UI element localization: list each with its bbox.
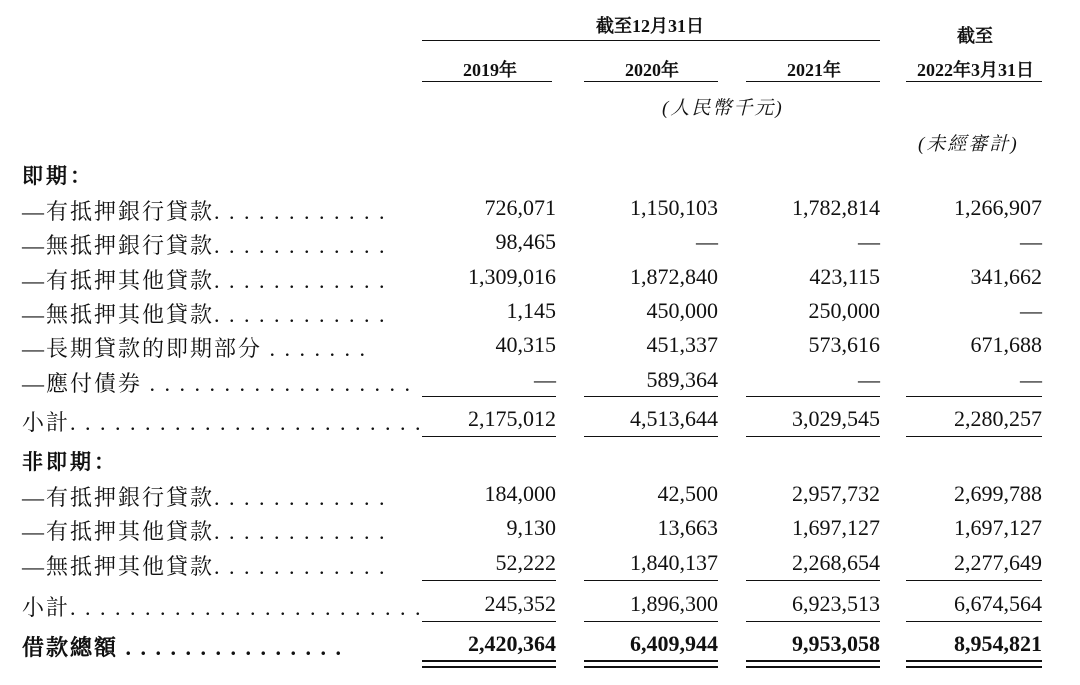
- noncurrent-row-0-value-0: 184,000: [484, 481, 556, 506]
- noncurrent-row-0-label: [22, 481, 387, 512]
- current-row-0-value-3: 1,266,907: [954, 195, 1042, 220]
- current-row-5-label-text: —應付債券: [22, 371, 143, 396]
- current-row-4-label-text: —長期貸款的即期部分: [22, 336, 263, 361]
- noncurrent-subtotal-label: [22, 591, 423, 622]
- current-row-2-value-2: 423,115: [809, 264, 880, 289]
- total-top-rule-2022: [906, 621, 1042, 622]
- noncurrent-row-0-value-3: 2,699,788: [954, 481, 1042, 506]
- noncurrent-row-2-value-0: 52,222: [495, 550, 556, 575]
- current-row-0-value-0: 726,071: [484, 195, 556, 220]
- header-rule-2022: [906, 81, 1042, 82]
- current-row-3-value-0: 1,145: [506, 298, 556, 323]
- noncurrent-row-0-label-text: —有抵押銀行貸款: [22, 485, 215, 510]
- subtotal-current-rule-2019: [422, 396, 556, 397]
- current-row-1-value-3: —: [1020, 229, 1042, 254]
- total-top-rule-2021: [746, 621, 880, 622]
- subtotal-current-bottom-rule-2021: [746, 436, 880, 437]
- noncurrent-subtotal-value-3: 6,674,564: [954, 591, 1042, 616]
- noncurrent-row-1-value-0: 9,130: [506, 515, 556, 540]
- current-row-3-label-text: —無抵押其他貸款: [22, 302, 215, 327]
- current-row-3-value-1: 450,000: [646, 298, 718, 323]
- current-subtotal-value-1: 4,513,644: [630, 406, 718, 431]
- noncurrent-row-1-value-2: 1,697,127: [792, 515, 880, 540]
- current-row-1-label: [22, 229, 387, 260]
- column-header-2019: 2019年: [463, 60, 517, 80]
- total-borrowings-value-3: 8,954,821: [954, 631, 1042, 656]
- noncurrent-row-1-label: [22, 515, 387, 546]
- current-row-4-leader-dots: . . . . . . .: [262, 336, 368, 361]
- total-borrowings-value-1: 6,409,944: [630, 631, 718, 656]
- column-header-2020: 2020年: [625, 60, 679, 80]
- noncurrent-row-0-value-1: 42,500: [657, 481, 718, 506]
- current-row-5-value-0: —: [534, 367, 556, 392]
- subtotal-current-bottom-rule-2022: [906, 436, 1042, 437]
- noncurrent-row-2-label-text: —無抵押其他貸款: [22, 554, 215, 579]
- current-row-1-label-text: —無抵押銀行貸款: [22, 233, 215, 258]
- current-row-4-value-2: 573,616: [808, 332, 880, 357]
- current-row-2-value-3: 341,662: [970, 264, 1042, 289]
- current-row-0-label-text: —有抵押銀行貸款: [22, 199, 215, 224]
- section-title-current: 即期：: [22, 164, 94, 188]
- unaudited-label: (未經審計): [918, 134, 1019, 155]
- total-borrowings-value-2: 9,953,058: [792, 631, 880, 656]
- noncurrent-subtotal-leader-dots: . . . . . . . . . . . . . . . . . . . . . . . .: [70, 595, 423, 620]
- noncurrent-row-2-label: [22, 550, 387, 581]
- current-subtotal-leader-dots: . . . . . . . . . . . . . . . . . . . . . . . .: [70, 410, 423, 435]
- noncurrent-subtotal-value-1: 1,896,300: [630, 591, 718, 616]
- column-header-2022-03-31: 2022年3月31日: [917, 60, 1034, 80]
- subtotal-current-rule-2021: [746, 396, 880, 397]
- total-top-rule-2019: [422, 621, 556, 622]
- noncurrent-row-1-label-text: —有抵押其他貸款: [22, 519, 215, 544]
- current-row-4-value-1: 451,337: [646, 332, 718, 357]
- total-double-rule-2021: [746, 660, 880, 668]
- total-borrowings-value-0: 2,420,364: [468, 631, 556, 656]
- subtotal-noncurrent-rule-2019: [422, 580, 556, 581]
- header-rule-2019: [422, 81, 552, 82]
- subtotal-noncurrent-rule-2022: [906, 580, 1042, 581]
- current-subtotal-value-2: 3,029,545: [792, 406, 880, 431]
- current-row-4-value-3: 671,688: [970, 332, 1042, 357]
- noncurrent-row-2-value-3: 2,277,649: [954, 550, 1042, 575]
- total-borrowings-label: [22, 631, 343, 662]
- current-row-5-value-3: —: [1020, 367, 1042, 392]
- current-row-0-value-2: 1,782,814: [792, 195, 880, 220]
- subtotal-current-bottom-rule-2019: [422, 436, 556, 437]
- current-row-3-leader-dots: . . . . . . . . . . . .: [214, 302, 387, 327]
- total-borrowings-leader-dots: . . . . . . . . . . . . . . .: [118, 635, 344, 660]
- current-row-2-label-text: —有抵押其他貸款: [22, 268, 215, 293]
- current-row-3-label: [22, 298, 387, 329]
- current-subtotal-label: [22, 406, 423, 437]
- total-double-rule-2020: [584, 660, 718, 668]
- current-row-5-leader-dots: . . . . . . . . . . . . . . . . . .: [142, 371, 413, 396]
- current-row-2-value-1: 1,872,840: [630, 264, 718, 289]
- noncurrent-subtotal-label-text: 小計: [22, 595, 71, 620]
- total-top-rule-2020: [584, 621, 718, 622]
- subtotal-current-rule-2022: [906, 396, 1042, 397]
- current-row-1-value-1: —: [696, 229, 718, 254]
- total-double-rule-2022: [906, 660, 1042, 668]
- subtotal-current-bottom-rule-2020: [584, 436, 718, 437]
- noncurrent-subtotal-value-2: 6,923,513: [792, 591, 880, 616]
- section-title-noncurrent: 非即期：: [22, 450, 118, 474]
- current-row-5-label: [22, 367, 412, 398]
- noncurrent-row-2-leader-dots: . . . . . . . . . . . .: [214, 554, 387, 579]
- header-rule-2021: [746, 81, 880, 82]
- current-row-2-leader-dots: . . . . . . . . . . . .: [214, 268, 387, 293]
- current-subtotal-label-text: 小計: [22, 410, 71, 435]
- unit-label: (人民幣千元): [662, 98, 784, 119]
- subtotal-noncurrent-rule-2021: [746, 580, 880, 581]
- noncurrent-row-0-value-2: 2,957,732: [792, 481, 880, 506]
- current-row-1-leader-dots: . . . . . . . . . . . .: [214, 233, 387, 258]
- current-row-0-leader-dots: . . . . . . . . . . . .: [214, 199, 387, 224]
- noncurrent-row-1-leader-dots: . . . . . . . . . . . .: [214, 519, 387, 544]
- current-row-0-label: [22, 195, 387, 226]
- noncurrent-row-2-value-1: 1,840,137: [630, 550, 718, 575]
- period-group-header: 截至12月31日: [596, 16, 704, 36]
- header-rule-2020: [584, 81, 718, 82]
- noncurrent-subtotal-value-0: 245,352: [484, 591, 556, 616]
- current-row-1-value-0: 98,465: [495, 229, 556, 254]
- noncurrent-row-1-value-3: 1,697,127: [954, 515, 1042, 540]
- current-row-3-value-2: 250,000: [808, 298, 880, 323]
- current-subtotal-value-3: 2,280,257: [954, 406, 1042, 431]
- current-row-1-value-2: —: [858, 229, 880, 254]
- noncurrent-row-1-value-1: 13,663: [657, 515, 718, 540]
- current-row-0-value-1: 1,150,103: [630, 195, 718, 220]
- subtotal-current-rule-2020: [584, 396, 718, 397]
- noncurrent-row-0-leader-dots: . . . . . . . . . . . .: [214, 485, 387, 510]
- current-row-2-value-0: 1,309,016: [468, 264, 556, 289]
- noncurrent-row-2-value-2: 2,268,654: [792, 550, 880, 575]
- period-group-rule: [422, 40, 880, 41]
- total-double-rule-2019: [422, 660, 556, 668]
- subtotal-noncurrent-rule-2020: [584, 580, 718, 581]
- current-row-3-value-3: —: [1020, 298, 1042, 323]
- column-header-2021: 2021年: [787, 60, 841, 80]
- total-borrowings-label-text: 借款總額: [22, 635, 119, 660]
- current-row-4-value-0: 40,315: [495, 332, 556, 357]
- current-row-2-label: [22, 264, 387, 295]
- current-row-4-label: [22, 332, 367, 363]
- current-row-5-value-1: 589,364: [646, 367, 718, 392]
- current-subtotal-value-0: 2,175,012: [468, 406, 556, 431]
- current-row-5-value-2: —: [858, 367, 880, 392]
- last-column-header-top: 截至: [957, 26, 993, 46]
